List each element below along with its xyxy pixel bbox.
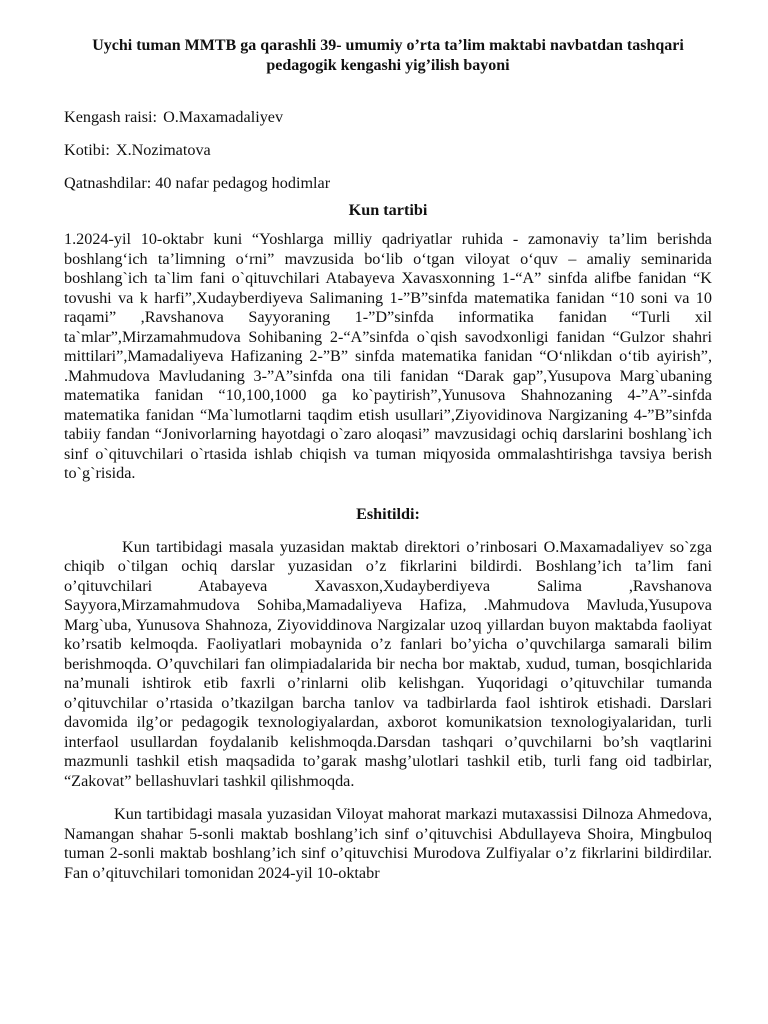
chair-line <box>64 107 712 127</box>
secretary-line <box>64 140 712 160</box>
heard-heading: Eshitildi: <box>356 504 420 523</box>
secretary-value: X.Nozimatova <box>115 141 211 159</box>
heard-paragraph-1: Kun tartibidagi masala yuzasidan maktab direktori o’rinbosari O.Maxamadaliyev so`zga chiqib o`tilgan ochiq darslar yuzasidan o’z fikrlarini bildirdi. Boshlang’ich ta’lim fani o’qituvchilari Atabayeva Xavasxon,Xudayberdiyeva Salima ,Ravshanova Sayyora,Mirzamahmudova Sohiba,Mamadaliyeva Hafiza, .Mahmudova Mavluda,Yusupova Marg`uba, Yunusova Shahnoza, Ziyoviddinova Nargizalar uzoq yillardan buyon maktabda faoliyat ko’rsatib kelmoqda. Faoliyatlari mobaynida o’z fanlari bo’yicha o’quvchilarga samarali bilim berishmoqda. O’quvchilari fan olimpiadalarida bir necha bor maktab, xudud, tuman, bosqichlarida na’munali ishtirok etib faxrli o’rinlarni olib kelishgan. Yuqoridagi o’qituvchilar tumanda o’qituvchilar o’rtasida o’tkazilgan barcha tanlov va tadbirlarda faol ishtirok etishadi. Darslari davomida ilg’or pedagogik texnologiyalardan, axborot komunikatsion texnologiyalaridan, turli interfaol usullardan foydalanib kelishmoqda.Darsdan tashqari o’quvchilarni bo’sh vaqtlarini mazmunli tashkil etish maqsadida to’garak mashg’ulotlari tashkil etib, turli fang oid tadbirlar, “Zakovat” bellashuvlari tashkil qilishmoqda. <box>64 537 712 790</box>
heard-paragraph-2: Kun tartibidagi masala yuzasidan Viloyat mahorat markazi mutaxassisi Dilnoza Ahmedova, Namangan shahar 5-sonli maktab boshlang’ich sinf o’qituvchisi Abdullayeva Shoira, Mingbuloq tuman 2-sonli maktab boshlang’ich sinf o’qituvchisi Murodova Zulfiyalar o’z fikrlarini bildirdilar. Fan o’qituvchilari tomonidan 2024-yil 10-oktabr <box>64 805 712 882</box>
agenda-heading: Kun tartibi <box>348 201 428 219</box>
chair-label: Kengash raisi: <box>64 108 158 126</box>
chair-value: O.Maxamadaliyev <box>163 108 284 126</box>
document-title <box>64 36 712 76</box>
agenda-paragraph: 1.2024-yil 10-oktabr kuni “Yoshlarga milliy qadriyatlar ruhida - zamonaviy ta’lim berishda boshlang‘ich ta’limning o‘rni” mavzusida bo‘lib o‘tgan viloyat o‘quv – amaliy seminarida boshlang`ich ta`lim fani o`qituvchilari Atabayeva Xavasxonning 1-“A” sinfda alifbe fanidan “K tovushi va k harfi”,Xudayberdiyeva Salimaning 1-”B”sinfda matematika fanidan “10 soni va 10 raqami” ,Ravshanova Sayyoraning 1-”D”sinfda informatika fanidan “Turli xil ta`mlar”,Mirzamahmudova Sohibaning 2-“A”sinfda o`qish savodxonligi fanidan “Gulzor shahri mittilari”,Mamadaliyeva Hafizaning 2-”B” sinfda matematika fanidan “O‘nlikdan o‘tib ayirish”, .Mahmudova Mavludaning 3-”A”sinfda ona tili fanidan “Darak gap”,Yusupova Marg`ubaning matematika fanidan “10,100,1000 ga ko`paytirish”,Yunusova Shahnozaning 4-”A”-sinfda matematika fanidan “Ma`lumotlarni taqdim etish usullari”,Ziyovidinova Nargizaning 4-”B”sinfda tabiiy fandan “Jonivorlarning hayotdagi o`zaro aloqasi” mavzusidagi ochiq darslarini boshlang`ich sinf o`qituvchilari o`rtasida ishlab chiqish va tuman miqyosida ommalashtirishga tavsiya berish to`g`risida. <box>64 230 712 482</box>
participants-line: Qatnashdilar: 40 nafar pedagog hodimlar <box>64 174 331 192</box>
title-line-1: Uychi tuman MMTB ga qarashli 39- umumiy o’rta ta’lim maktabi navbatdan tashqari <box>92 37 684 54</box>
document-page <box>64 36 712 883</box>
secretary-label: Kotibi: <box>64 141 110 159</box>
title-line-2: pedagogik kengashi yig’ilish bayoni <box>266 57 510 74</box>
